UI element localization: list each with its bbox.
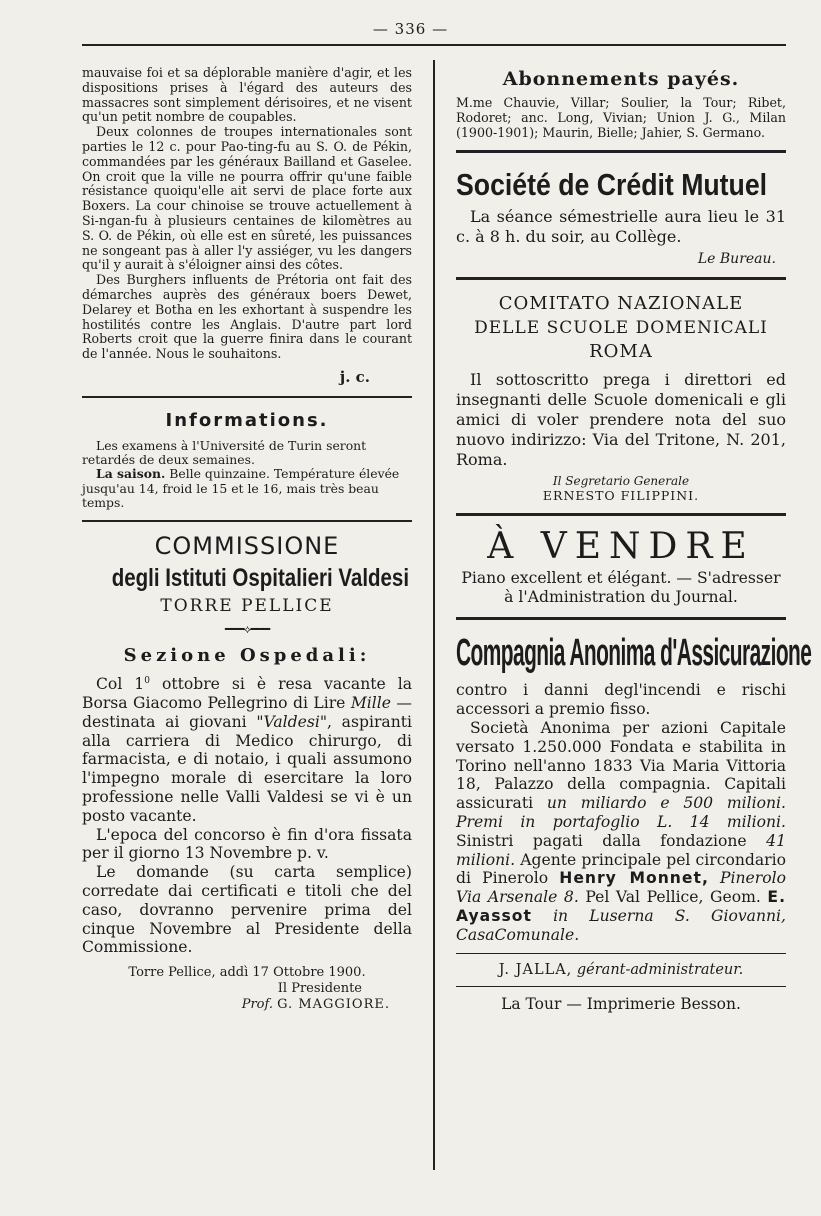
closing-block — [82, 965, 412, 1013]
sezione-text: , aspiranti alla carriera di Medico chirurgo, di farmacista, e di notaio, i quali assumono l'impegno morale di esercitare la loro professione nelle Valli Valdesi se vi è un posto vacante. — [82, 712, 412, 825]
compagnia-text: Sinistri pagati dalla fondazione — [456, 831, 767, 850]
commissione-title: COMMISSIONE — [154, 531, 340, 560]
abonnements-text: M.me Chauvie, Villar; Soulier, la Tour; Ribet, Rodoret; anc. Long, Vivian; Union J. G., Milan (1900-1901); Maurin, Bielle; Jahier, S. Germano. — [456, 95, 786, 140]
informations-title: Informations. — [165, 409, 329, 431]
ornament-divider: ━━━⟡━━━ — [224, 621, 270, 636]
sezione-title: Sezione Ospedali: — [123, 644, 371, 666]
comitato-name: ERNESTO FILIPPINI. — [542, 488, 700, 504]
sezione-text: ottobre si è resa vacante la Borsa Giacomo Pellegrino di Lire — [82, 675, 413, 712]
column-divider — [433, 60, 435, 1170]
section-rule — [456, 513, 786, 516]
sezione-italic: "Valdesi" — [256, 712, 327, 731]
section-rule — [456, 277, 786, 280]
section-rule — [456, 953, 786, 954]
a-vendre-title: À VENDRE — [487, 526, 755, 568]
left-column — [82, 66, 412, 1013]
istituti-title: degli Istituti Ospitalieri Valdesi — [111, 563, 410, 592]
compagnia-paragraph: contro i danni degl'incendi e rischi accessori a premio fisso. — [456, 681, 786, 719]
comitato-role: Il Segretario Generale — [552, 474, 690, 489]
comitato-text: Il sottoscritto prega i direttori ed insegnanti delle Scuole domenicali e gli amici di voler prendere nota del suo nuovo indirizzo: Via del Tritone, N. 201, Roma. — [456, 370, 786, 470]
agent-name: E. Ayassot — [456, 888, 786, 925]
torre-pellice-title: TORRE PELLICE — [160, 595, 334, 616]
info-paragraph: Les examens à l'Université de Turin seront retardés de deux semaines. — [82, 437, 367, 468]
comitato-line: ROMA — [589, 341, 653, 363]
closing-prefix: Prof. — [241, 997, 273, 1013]
sezione-text: — destinata ai giovani — [82, 693, 412, 731]
imprimerie-line: La Tour — Imprimerie Besson. — [501, 994, 741, 1013]
right-column — [456, 66, 812, 1019]
compagnia-italic: 41 milioni. — [456, 831, 786, 869]
article-paragraph: Des Burghers influents de Prétoria ont fait des démarches auprès des généraux boers Dewet, Delarey et Botha en les exhortant à suspendre les hostilités contre les Anglais. D'autre part lord Roberts croit que la guerre finira dans le courant de l'année. Nous le souhaitons. — [82, 272, 412, 362]
header-rule — [82, 44, 786, 46]
comitato-title — [456, 292, 786, 364]
closing-role: Il Presidente — [277, 981, 362, 997]
sezione-text: Col 1 — [96, 675, 145, 694]
info-paragraph — [82, 467, 412, 510]
section-rule — [82, 396, 412, 398]
agent-name: Henry Monnet, — [559, 869, 709, 888]
credit-mutuel-text: La séance sémestrielle aura lieu le 31 c. à 8 h. du soir, au Collège. — [456, 207, 786, 247]
page-number: — 336 — — [372, 20, 449, 38]
a-vendre-text: Piano excellent et élégant. — S'adresser à l'Administration du Journal. — [461, 569, 781, 607]
compagnia-text: Società Anonima per azioni Capitale versato 1.250.000 Fondata e stabilita in Torino nell'anno 1833 Via Maria Vittoria 18, Palazzo della compagnia. Capitali assicurati — [456, 718, 786, 813]
compagnia-italic: un miliardo e 500 milioni. Premi in portafoglio L. 14 milioni. — [456, 794, 786, 831]
gerant-role: gérant-administrateur. — [572, 961, 744, 978]
sezione-italic: Mille — [350, 693, 391, 712]
abonnements-title: Abonnements payés. — [502, 68, 740, 90]
compagnia-title: Compagnia Anonima d'Assicurazione — [456, 632, 812, 675]
sezione-paragraph: Le domande (su carta semplice) corredate dai certificati e titoli che del caso, dovranno pervenire prima del cinque Novembre al Presidente della Commissione. — [82, 863, 412, 957]
article-signature: j. c. — [339, 367, 370, 386]
info-text: Belle quinzaine. Température élevée jusqu'au 14, froid le 15 et le 16, mais très beau temps. — [82, 466, 400, 510]
section-rule — [456, 150, 786, 153]
section-rule — [456, 617, 786, 620]
ordinal-sup: 0 — [144, 675, 150, 686]
sezione-paragraph — [82, 672, 412, 826]
section-rule — [456, 986, 786, 987]
gerant-name: J. JALLA, — [498, 961, 573, 978]
compagnia-text: Pel Val Pellice, Geom. — [578, 888, 768, 907]
compagnia-paragraph — [456, 719, 786, 945]
section-rule — [82, 520, 412, 522]
credit-mutuel-signature: Le Bureau. — [697, 251, 776, 268]
gerant-line — [456, 962, 786, 978]
closing-place: Torre Pellice, addì 17 Ottobre 1900. — [128, 965, 366, 981]
agent-place: Pinerolo Via Arsenale 8. — [456, 869, 786, 907]
article-paragraph: mauvaise foi et sa déplorable manière d'agir, et les dispositions prises à l'égard des auteurs des massacres sont simplement dérisoires, et ne visent qu'un petit nombre de coupables. — [82, 65, 412, 125]
comitato-line: DELLE SCUOLE DOMENICALI — [474, 318, 768, 339]
compagnia-text: Agente principale pel circondario di Pinerolo — [456, 850, 786, 888]
article-paragraph: Deux colonnes de troupes internationales sont parties le 12 c. pour Pao-ting-fu au S. O. de Pékin, commandées par les généraux Bailland et Gaselee. On croit que la ville ne pourra offrir qu'une faible résistance quoiqu'elle ait servi de place forte aux Boxers. La cour chinoise se trouve actuellement à Si-ngan-fu à plusieurs centaines de kilomètres au S. O. de Pékin, où elle est en sûreté, les puissances ne songeant pas à aller l'y assiéger, vu les dangers qu'il y aurait à s'éloigner ainsi des côtes. — [82, 124, 412, 273]
sezione-paragraph: L'epoca del concorso è fin d'ora fissata per il giorno 13 Novembre p. v. — [82, 825, 412, 863]
agent-place: in Luserna S. Giovanni, CasaComunale. — [456, 906, 786, 944]
info-lead: La saison. — [96, 466, 166, 482]
credit-mutuel-title: Société de Crédit Mutuel — [456, 167, 768, 203]
comitato-line: COMITATO NAZIONALE — [498, 293, 744, 315]
closing-signature — [82, 997, 412, 1013]
closing-name: G. MAGGIORE. — [277, 997, 390, 1013]
